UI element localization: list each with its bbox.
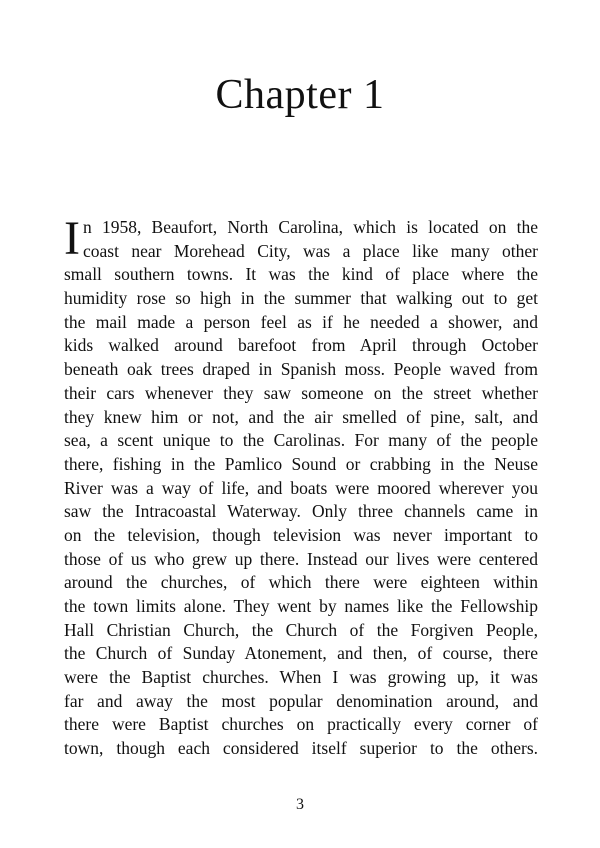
- text-line: humidity rose so high in the summer that walking out to get: [64, 288, 538, 309]
- text-line: saw the Intracoastal Waterway. Only three channels came in: [64, 501, 538, 522]
- text-line: River was a way of life, and boats were moored wherever you: [64, 477, 538, 498]
- page-number: 3: [296, 796, 304, 813]
- text-line: town, though each considered itself superior to the others.: [64, 738, 538, 759]
- chapter-body-text: [64, 212, 538, 761]
- text-line: there, fishing in the Pamlico Sound or crabbing in the Neuse: [64, 453, 538, 474]
- text-line: n 1958, Beaufort, North Carolina, which is located on the: [82, 217, 538, 237]
- text-line: around the churches, of which there were eighteen within: [64, 572, 538, 593]
- drop-cap-letter: I: [64, 212, 80, 265]
- chapter-title: Chapter 1: [215, 72, 385, 118]
- text-line: their cars whenever they saw someone on the street whether: [64, 382, 538, 403]
- text-line: were the Baptist churches. When I was growing up, it was: [64, 667, 538, 688]
- text-line: there were Baptist churches on practically every corner of: [64, 714, 538, 735]
- text-line: coast near Morehead City, was a place like many other: [82, 240, 538, 261]
- text-line: kids walked around barefoot from April through October: [64, 335, 538, 356]
- text-line: the mail made a person feel as if he needed a shower, and: [64, 311, 538, 332]
- text-line: on the television, though television was never important to: [64, 524, 538, 545]
- text-line: sea, a scent unique to the Carolinas. For many of the people: [64, 430, 538, 451]
- text-line: the Church of Sunday Atonement, and then, of course, there: [64, 643, 538, 664]
- text-line: those of us who grew up there. Instead our lives were centered: [64, 548, 538, 569]
- text-line: small southern towns. It was the kind of place where the: [64, 264, 538, 285]
- text-line: they knew him or not, and the air smelled of pine, salt, and: [64, 406, 538, 427]
- text-line: Hall Christian Church, the Church of the Forgiven People,: [64, 619, 538, 640]
- text-line: beneath oak trees draped in Spanish moss. People waved from: [64, 359, 538, 380]
- text-line: the town limits alone. They went by names like the Fellowship: [64, 596, 538, 616]
- text-line: far and away the most popular denomination around, and: [64, 690, 538, 711]
